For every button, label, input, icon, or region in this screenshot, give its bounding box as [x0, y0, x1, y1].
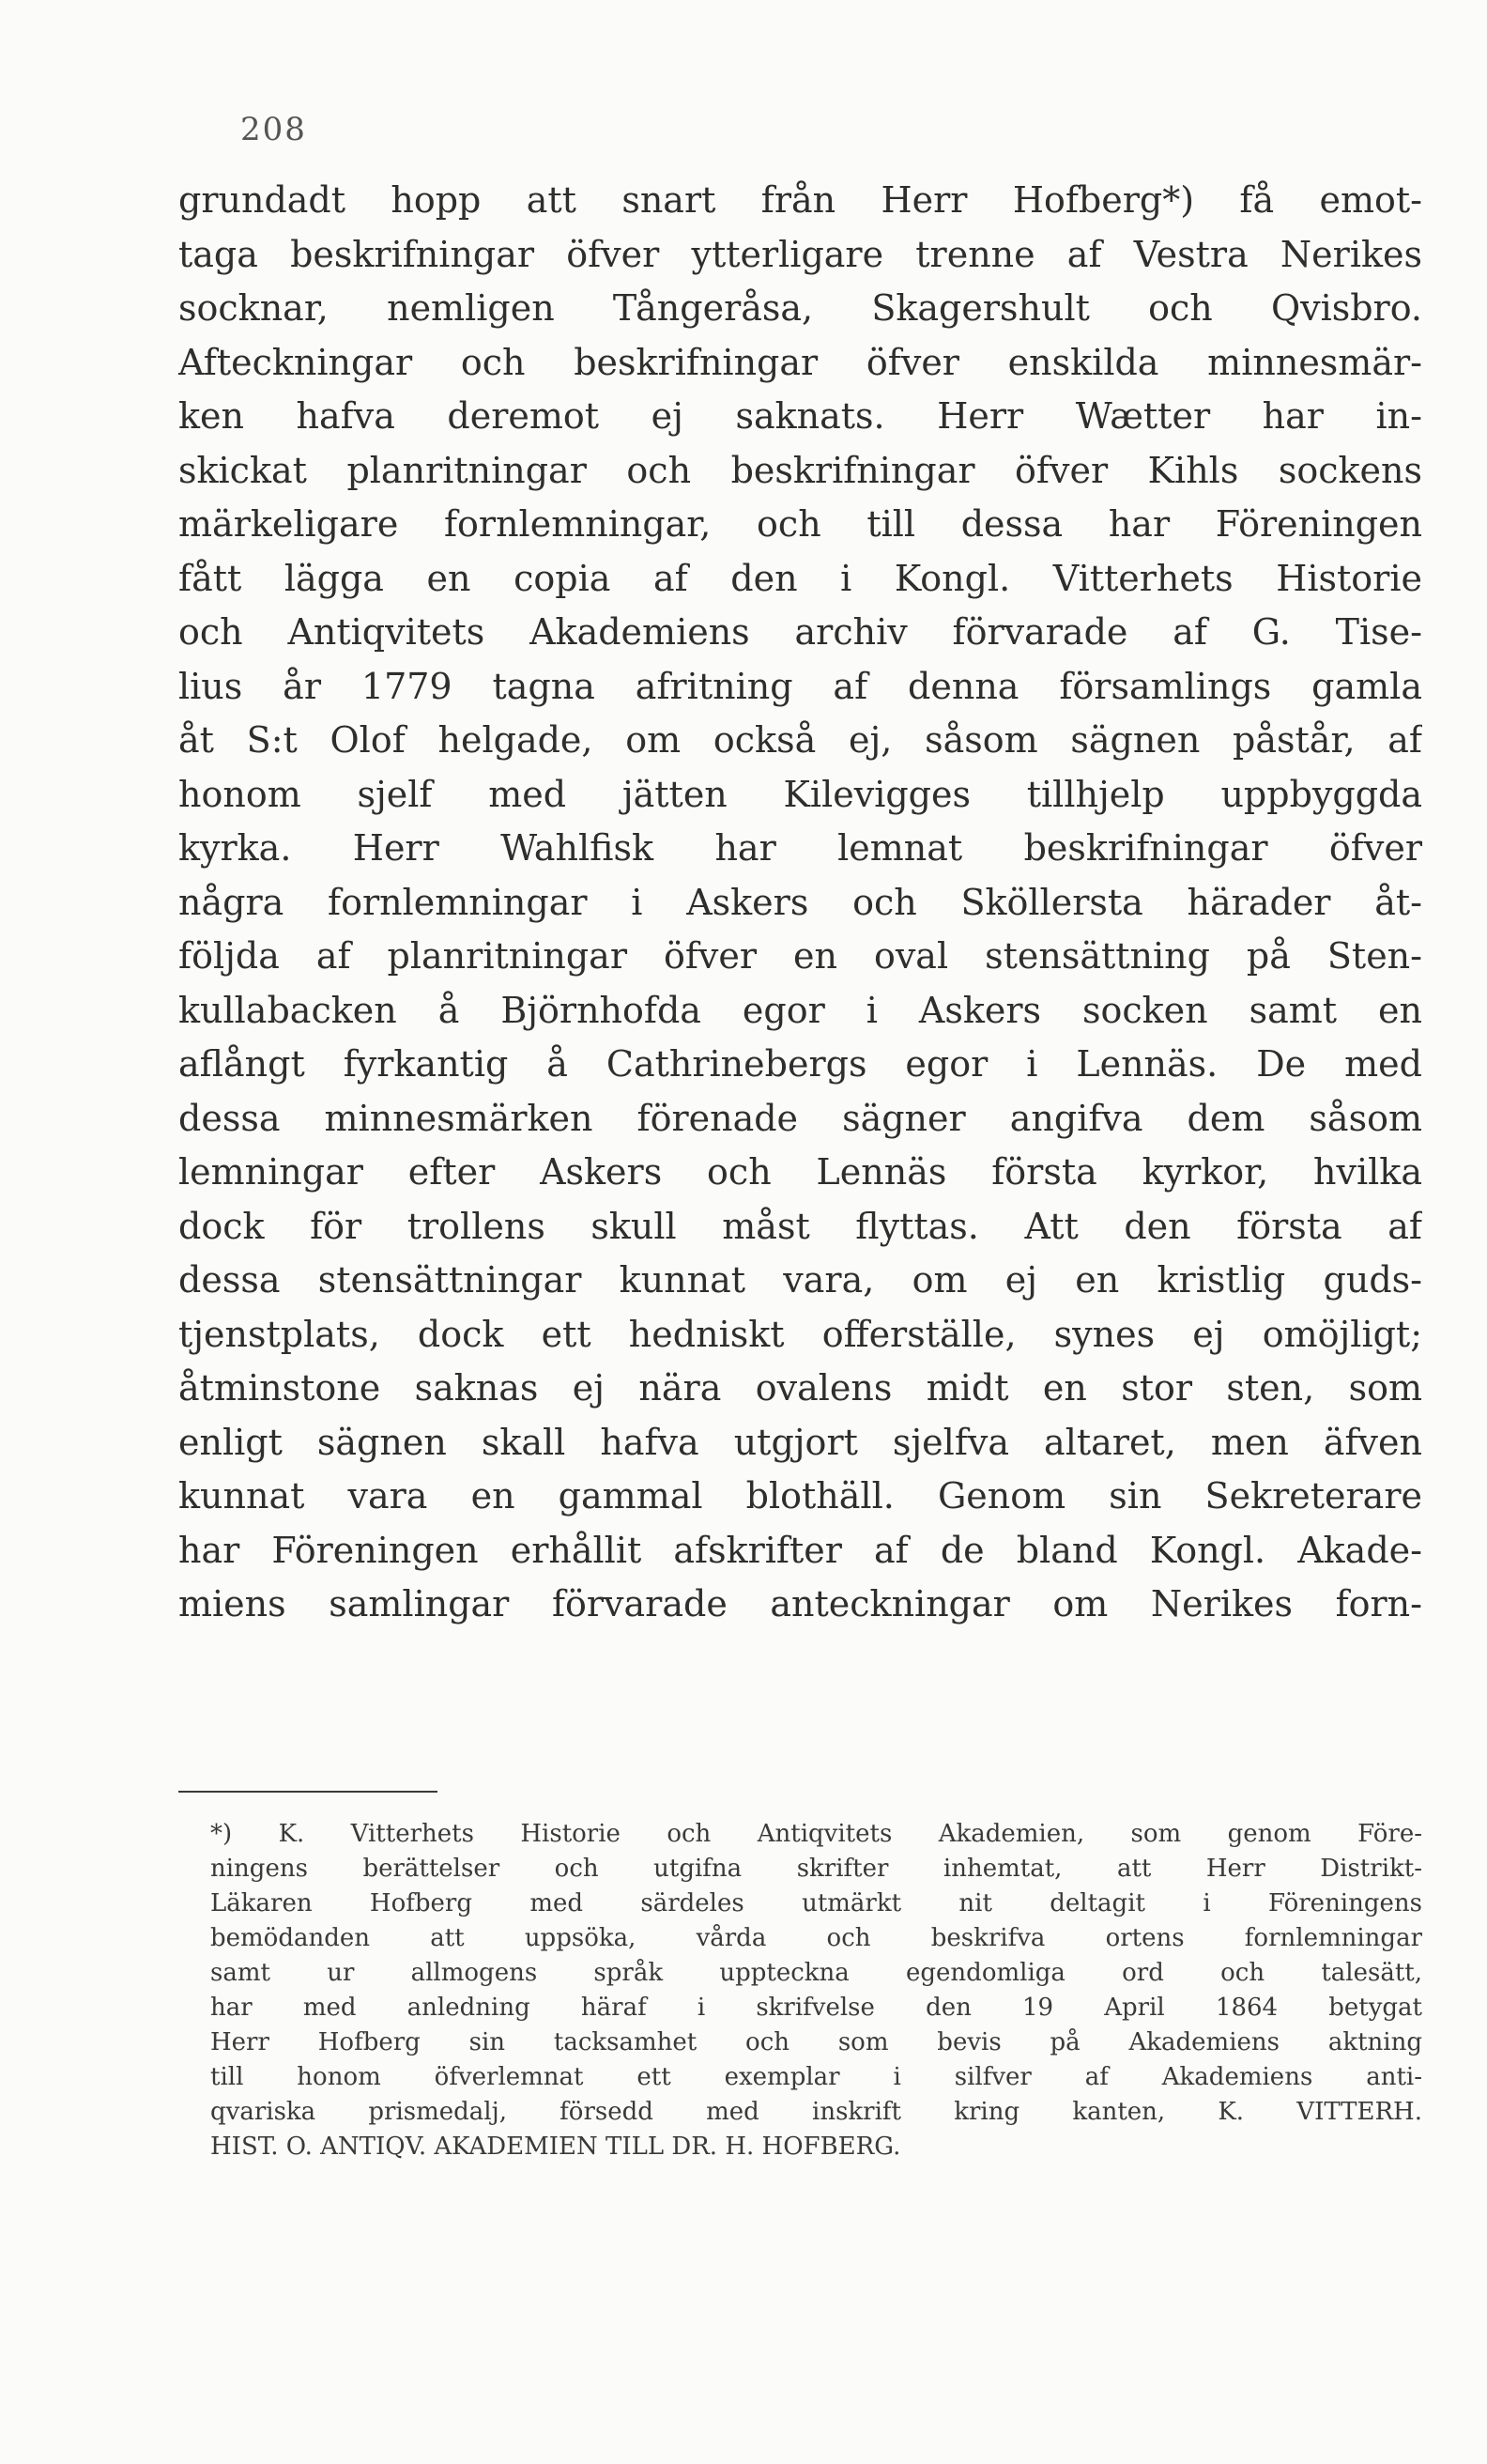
footnote-line: *) K. Vitterhets Historie och Antiqvitets Akademien, som genom Före- [210, 1820, 1422, 1848]
body-line: grundadt hopp att snart från Herr Hofberg*) få emot- [178, 179, 1422, 221]
body-line: dessa stensättningar kunnat vara, om ej en kristlig guds- [178, 1259, 1422, 1301]
body-line: ken hafva deremot ej saknats. Herr Wætter har in- [178, 395, 1422, 437]
footnote-line: samt ur allmogens språk uppteckna egendomliga ord och talesätt, [210, 1959, 1422, 1987]
body-line: märkeligare fornlemningar, och till dessa har Föreningen [178, 503, 1422, 545]
footnote-line: har med anledning häraf i skrifvelse den 19 April 1864 betygat [210, 1994, 1422, 2022]
body-line: miens samlingar förvarade anteckningar om Nerikes forn- [178, 1583, 1422, 1625]
body-line: skickat planritningar och beskrifningar öfver Kihls sockens [178, 449, 1422, 491]
body-line: tjenstplats, dock ett hedniskt offerställe, synes ej omöjligt; [178, 1313, 1422, 1355]
body-line: kullabacken å Björnhofda egor i Askers socken samt en [178, 989, 1422, 1031]
body-line: enligt sägnen skall hafva utgjort sjelfva altaret, men äfven [178, 1421, 1422, 1463]
footnote-line: Herr Hofberg sin tacksamhet och som bevis på Akademiens aktning [210, 2028, 1422, 2056]
body-line: och Antiqvitets Akademiens archiv förvarade af G. Tise- [178, 611, 1422, 653]
body-line: socknar, nemligen Tångeråsa, Skagershult och Qvisbro. [178, 287, 1422, 329]
body-line: åtminstone saknas ej nära ovalens midt en stor sten, som [178, 1367, 1422, 1409]
body-line: kunnat vara en gammal blothäll. Genom sin Sekreterare [178, 1475, 1422, 1517]
body-line: honom sjelf med jätten Kilevigges tillhjelp uppbyggda [178, 773, 1422, 815]
body-line: dessa minnesmärken förenade sägner angifva dem såsom [178, 1097, 1422, 1139]
body-line: kyrka. Herr Wahlfisk har lemnat beskrifningar öfver [178, 827, 1422, 869]
footnote-line: qvariska prismedalj, försedd med inskrift kring kanten, K. VITTERH. [210, 2098, 1422, 2126]
page-number: 208 [240, 111, 307, 148]
footnote-line: till honom öfverlemnat ett exemplar i silfver af Akademiens anti- [210, 2063, 1422, 2091]
body-line: har Föreningen erhållit afskrifter af de bland Kongl. Akade- [178, 1529, 1422, 1571]
body-line: åt S:t Olof helgade, om också ej, såsom sägnen påstår, af [178, 719, 1422, 761]
body-line: lemningar efter Askers och Lennäs första kyrkor, hvilka [178, 1151, 1422, 1193]
footnote-line: HIST. O. ANTIQV. AKADEMIEN TILL DR. H. HOFBERG. [210, 2133, 901, 2161]
body-text [178, 174, 1422, 1632]
footnote-line: ningens berättelser och utgifna skrifter inhemtat, att Herr Distrikt- [210, 1855, 1422, 1883]
body-line: taga beskrifningar öfver ytterligare trenne af Vestra Nerikes [178, 233, 1422, 275]
footnote-line: bemödanden att uppsöka, vårda och beskrifva ortens fornlemningar [210, 1924, 1422, 1952]
footnote-line: Läkaren Hofberg med särdeles utmärkt nit deltagit i Föreningens [210, 1889, 1422, 1917]
body-line: fått lägga en copia af den i Kongl. Vitterhets Historie [178, 557, 1422, 599]
body-line: Afteckningar och beskrifningar öfver enskilda minnesmär- [178, 341, 1422, 383]
body-line: några fornlemningar i Askers och Sköllersta härader åt- [178, 881, 1422, 923]
footnote-divider [178, 1791, 437, 1793]
footnote [210, 1817, 1422, 2164]
body-line: dock för trollens skull måst flyttas. Att den första af [178, 1205, 1422, 1247]
body-line: aflångt fyrkantig å Cathrinebergs egor i Lennäs. De med [178, 1043, 1422, 1085]
body-line: lius år 1779 tagna afritning af denna församlings gamla [178, 665, 1422, 707]
body-line: följda af planritningar öfver en oval stensättning på Sten- [178, 935, 1422, 977]
